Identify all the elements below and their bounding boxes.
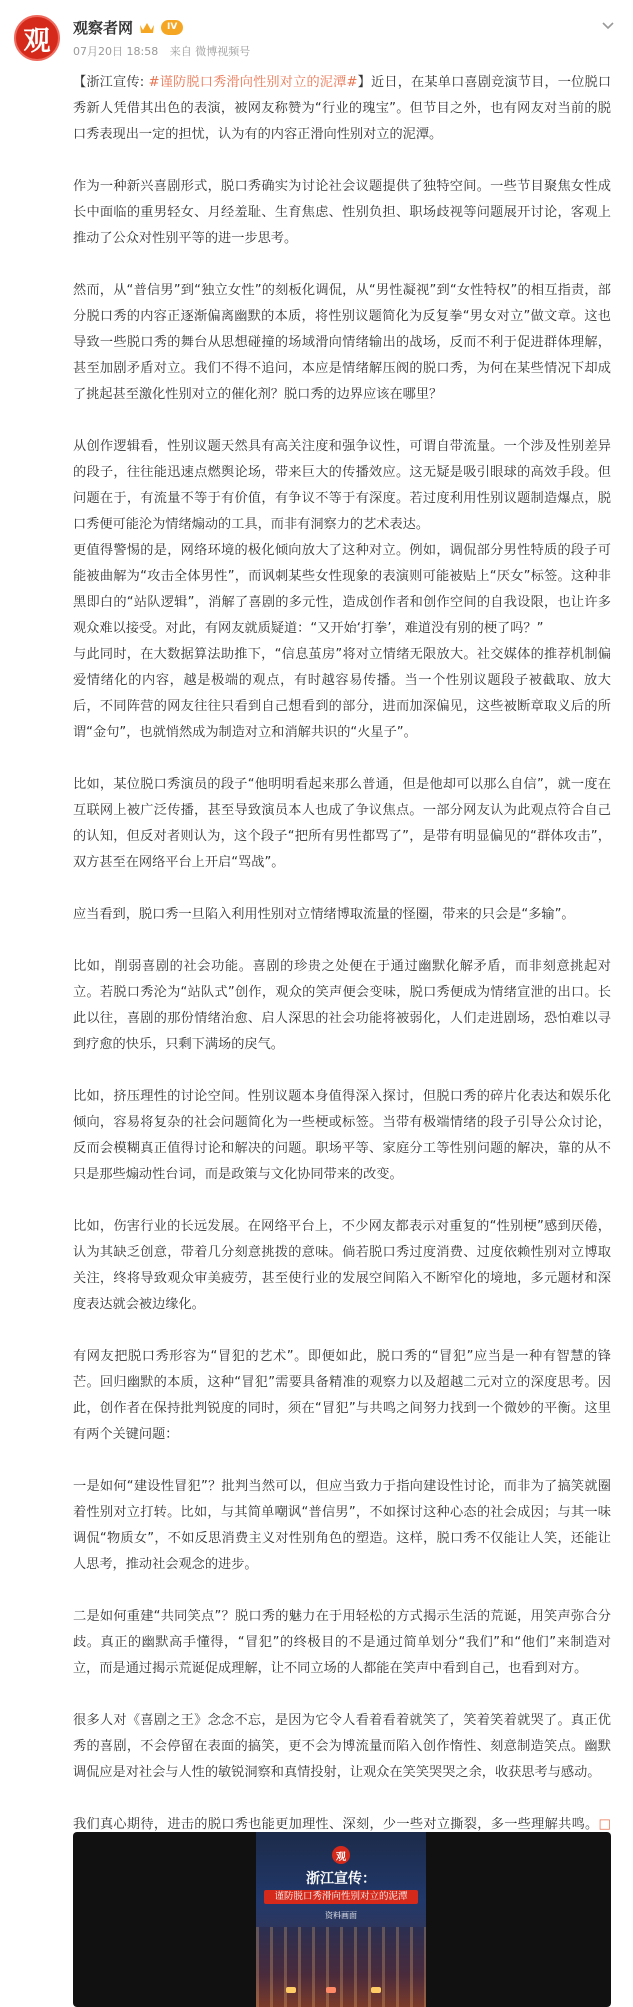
body-paragraph: 更值得警惕的是，网络环境的极化倾向放大了这种对立。例如，调侃部分男性特质的段子可能被曲解为“攻击全体男性”，而讽刺某些女性现象的表演则可能被贴上“厌女”标签。这种非黑即白的“站队逻辑”，消解了喜剧的多元性，造成创作者和创作空间的自我设限，也让许多观众难以接受。对此，有网友就质疑道：“又开始‘打拳’，难道没有别的梗了吗？”: [73, 543, 611, 636]
post-body: [0, 70, 633, 1864]
post-meta: [73, 43, 258, 59]
lead-prefix: 【浙江宣传:: [73, 75, 149, 90]
body-paragraph: 比如，伤害行业的长远发展。在网络平台上，不少网友都表示对重复的“性别梗”感到厌倦，认为其缺乏创意，带着几分刻意挑拨的意味。倘若脱口秀过度消费、过度依赖性别对立博取关注，终将导致观众审美疲劳，甚至使行业的发展空间陷入不断窄化的境地，多元题材和深度表达就会被边缘化。: [73, 1219, 611, 1312]
author-row: [73, 17, 183, 38]
body-paragraph: 二是如何重建“共同笑点”？脱口秀的魅力在于用轻松的方式揭示生活的荒诞，用笑声弥合分歧。真正的幽默高手懂得，“冒犯”的终极目的不是通过简单划分“我们”和“他们”来制造对立，而是通过揭示荒诞促成理解，让不同立场的人都能在笑声中看到自己，也看到对方。: [73, 1609, 611, 1676]
body-paragraph: 比如，削弱喜剧的社会功能。喜剧的珍贵之处便在于通过幽默化解矛盾，而非刻意挑起对立。若脱口秀沦为“站队式”创作，观众的笑声便会变味，脱口秀便成为情绪宣泄的出口。长此以往，喜剧的那份情绪治愈、启人深思的社会功能将被弱化，人们走进剧场，恐怕难以寻到疗愈的快乐，只剩下满场的戾气。: [73, 959, 611, 1052]
hashtag-link[interactable]: #谨防脱口秀滑向性别对立的泥潭#: [148, 75, 358, 90]
closing-text: 我们真心期待，进击的脱口秀也能更加理性、深刻，少一些对立撕裂，多一些理解共鸣。: [73, 1817, 599, 1832]
body-paragraph: 比如，某位脱口秀演员的段子“他明明看起来那么普通，但是他却可以那么自信”，就一度在互联网上被广泛传播，甚至导致演员本人也成了争议焦点。一部分网友认为此观点符合自己的认知，但反对者则认为，这个段子“把所有男性都骂了”，是带有明显偏见的“群体攻击”，双方甚至在网络平台上开启“骂战”。: [73, 777, 611, 870]
post-source: 来自 微博视频号: [169, 45, 251, 58]
chevron-down-icon[interactable]: [601, 18, 615, 32]
video-scene: [256, 1927, 426, 2007]
video-link-icon[interactable]: □: [598, 1817, 611, 1832]
body-paragraph: 与此同时，在大数据算法助推下，“信息茧房”将对立情绪无限放大。社交媒体的推荐机制偏爱情绪化的内容，越是极端的观点，有时越容易传播。当一个性别议题段子被截取、放大后，不同阵营的网友往往只看到自己想看到的部分，进而加深偏见，这些被断章取义后的所谓“金句”，也就悄然成为制造对立和消解共识的“火星子”。: [73, 647, 611, 740]
body-paragraph: 然而，从“普信男”到“独立女性”的刻板化调侃，从“男性凝视”到“女性特权”的相互指责，部分脱口秀的内容正逐渐偏离幽默的本质，将性别议题简化为反复拳“男女对立”做文章。这也导致一些脱口秀的舞台从思想碰撞的场域滑向情绪输出的战场，反而不利于促进群体理解，甚至加剧矛盾对立。我们不得不追问，本应是情绪解压阀的脱口秀，为何在某些情况下却成了挑起甚至激化性别对立的催化剂？脱口秀的边界应该在哪里？: [73, 283, 611, 402]
video-title: 浙江宣传：: [306, 1871, 376, 1887]
body-paragraph: 一是如何“建设性冒犯”？批判当然可以，但应当致力于指向建设性讨论，而非为了搞笑就圈着性别对立打转。比如，与其简单嘲讽“普信男”，不如探讨这种心态的社会成因；与其一味调侃“物质女”，不如反思消费主义对性别角色的塑造。这样，脱口秀不仅能让人笑，还能让人思考，推动社会观念的进步。: [73, 1479, 611, 1572]
video-scene-light: [371, 1987, 381, 1993]
level-badge: IV: [161, 20, 183, 35]
video-scene-light: [286, 1987, 296, 1993]
body-paragraph: 比如，挤压理性的讨论空间。性别议题本身值得深入探讨，但脱口秀的碎片化表达和娱乐化倾向，容易将复杂的社会问题简化为一些梗或标签。当带有极端情绪的段子引导公众讨论，反而会模糊真正值得讨论和解决的问题。职场平等、家庭分工等性别问题的解决，靠的从不只是那些煽动性台词，而是政策与文化协同带来的改变。: [73, 1089, 611, 1182]
crown-icon: [139, 21, 155, 35]
video-note: 资料画面: [325, 1911, 357, 1920]
body-paragraph: 有网友把脱口秀形容为“冒犯的艺术”。即便如此，脱口秀的“冒犯”应当是一种有智慧的锋芒。回归幽默的本质，这种“冒犯”需要具备精准的观察力以及超越二元对立的深度思考。因此，创作者在保持批判锐度的同时，须在“冒犯”与共鸣之间努力找到一个微妙的平衡。这里有两个关键问题：: [73, 1349, 611, 1442]
lead-text: 】近日，在某单口喜剧竞演节目，一位脱口秀新人凭借其出色的表演，被网友称赞为“行业的瑰宝”。但节目之外，也有网友对当前的脱口秀表现出一定的担忧，认为有的内容正滑向性别对立的泥潭。: [73, 75, 612, 142]
video-subtitle: 谨防脱口秀滑向性别对立的泥潭: [264, 1890, 418, 1904]
avatar[interactable]: 观: [14, 15, 60, 61]
body-paragraph: 从创作逻辑看，性别议题天然具有高关注度和强争议性，可谓自带流量。一个涉及性别差异的段子，往往能迅速点燃舆论场，带来巨大的传播效应。这无疑是吸引眼球的高效手段。但问题在于，有流量不等于有价值，有争议不等于有深度。若过度利用性别议题制造爆点，脱口秀便可能沦为情绪煽动的工具，而非有洞察力的艺术表达。: [73, 439, 611, 532]
body-paragraph: 很多人对《喜剧之王》念念不忘，是因为它令人看着看着就笑了，笑着笑着就哭了。真正优秀的喜剧，不会停留在表面的搞笑，更不会为博流量而陷入创作惰性、刻意制造笑点。幽默调侃应是对社会与人性的敏锐洞察和真情投射，让观众在笑笑哭哭之余，收获思考与感动。: [73, 1713, 611, 1780]
body-paragraph: 应当看到，脱口秀一旦陷入利用性别对立情绪博取流量的怪圈，带来的只会是“多输”。: [73, 907, 575, 922]
author-name[interactable]: 观察者网: [73, 19, 134, 37]
post-date[interactable]: 07月20日 18:58: [73, 45, 159, 58]
lead-paragraph: [73, 70, 611, 148]
video-thumbnail[interactable]: [256, 1832, 426, 2007]
body-paragraph: 作为一种新兴喜剧形式，脱口秀确实为讨论社会议题提供了独特空间。一些节目聚焦女性成长中面临的重男轻女、月经羞耻、生育焦虑、性别负担、职场歧视等问题展开讨论，客观上推动了公众对性别平等的进一步思考。: [73, 179, 611, 246]
video-logo-icon: 观: [332, 1846, 350, 1864]
video-card[interactable]: [73, 1832, 611, 2007]
video-scene-light: [326, 1987, 336, 1993]
post-header: [0, 0, 633, 70]
